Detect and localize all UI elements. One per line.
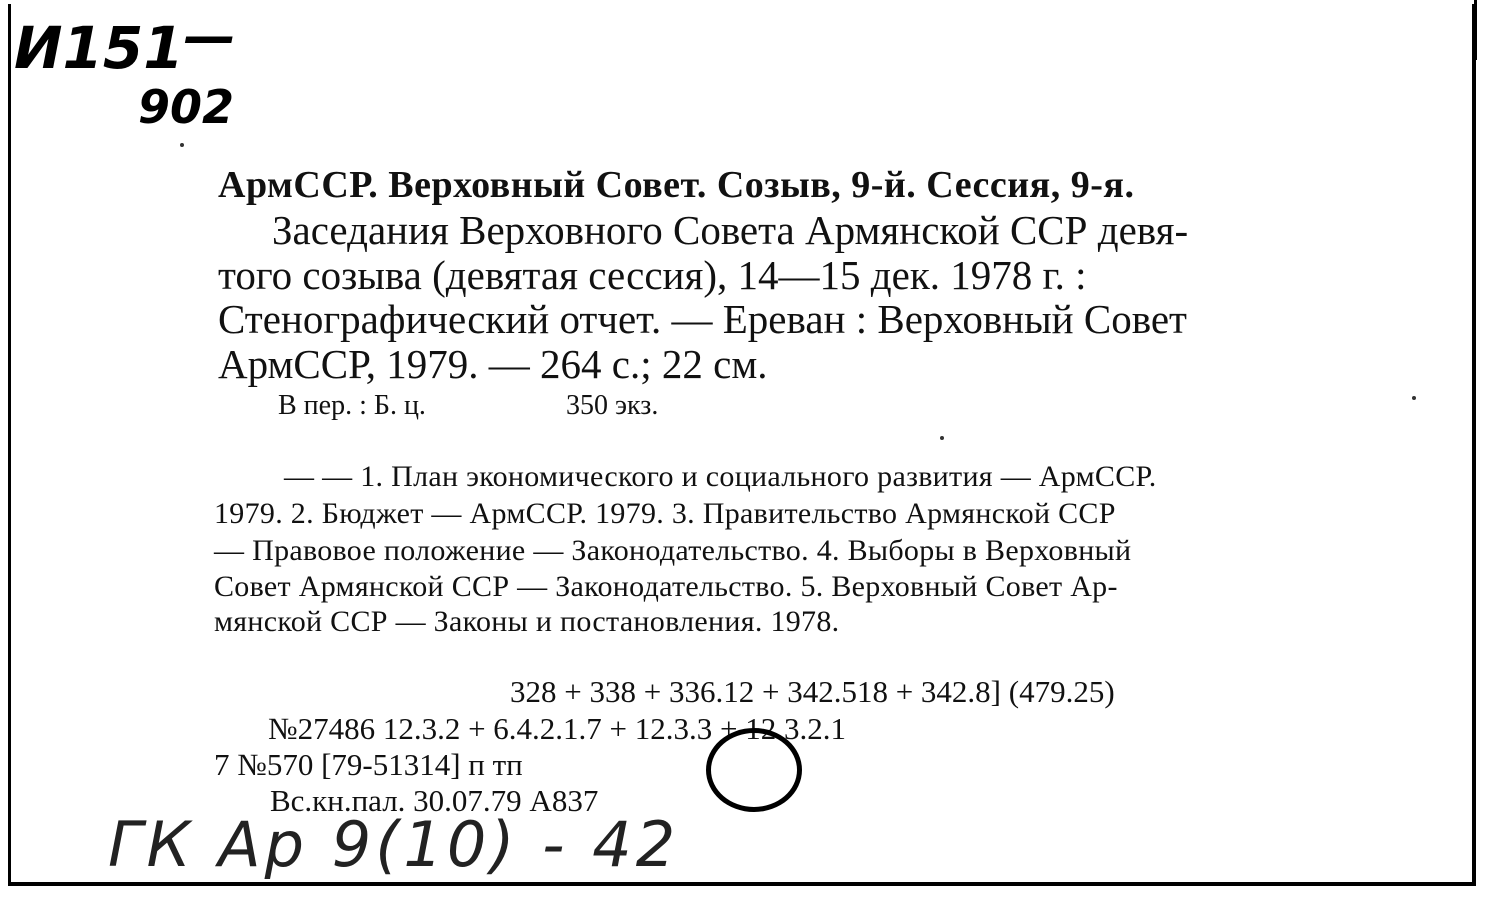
call-number-top: И151 — [14, 14, 184, 82]
card-heading: АрмССР. Верховный Совет. Созыв, 9-й. Сессия, 9-я. — [218, 164, 1135, 206]
body-line-4: АрмССР, 1979. — 264 с.; 22 см. — [218, 341, 768, 387]
speck — [180, 143, 184, 147]
subject-line-1: — — 1. План экономического и социального развития — АрмССР. — [284, 460, 1157, 493]
binding-price: В пер. : Б. ц. — [278, 390, 426, 421]
record-number: 7 №570 [79-51314] п тп — [214, 747, 523, 782]
subject-line-2: 1979. 2. Бюджет — АрмССР. 1979. 3. Правительство Армянской ССР — [214, 497, 1116, 530]
copies-count: 350 экз. — [566, 390, 659, 421]
subject-line-5: мянской ССР — Законы и постановления. 1978. — [214, 605, 840, 638]
body-line-2: того созыва (девятая сессия), 14—15 дек. 1978 г. : — [218, 252, 1087, 298]
body-line-1: Заседания Верховного Совета Армянской ССР девя- — [272, 207, 1189, 253]
subject-line-3: — Правовое положение — Законодательство. 4. Выборы в Верховный — [214, 534, 1132, 567]
stamp-circle — [706, 728, 802, 812]
handwritten-call-number — [14, 7, 236, 82]
subject-line-4: Совет Армянской ССР — Законодательство. 5. Верховный Совет Ар- — [214, 570, 1118, 603]
speck — [940, 436, 944, 440]
card-edge-line — [1474, 0, 1477, 60]
chamber-stamp: Вс.кн.пал. 30.07.79 А837 — [270, 783, 599, 818]
call-number-dash: — — [183, 7, 236, 67]
handwritten-bottom-note: ГК Ар 9(10) - 42 — [108, 808, 680, 881]
body-line-3: Стенографический отчет. — Ереван : Верховный Совет — [218, 296, 1187, 342]
classification-line-2: №27486 12.3.2 + 6.4.2.1.7 + 12.3.3 + 12.3.2.1 — [268, 711, 847, 746]
classification-line-1: 328 + 338 + 336.12 + 342.518 + 342.8] (479.25) — [510, 674, 1115, 709]
speck — [1412, 396, 1416, 400]
handwritten-call-number-sub: 902 — [138, 80, 235, 134]
